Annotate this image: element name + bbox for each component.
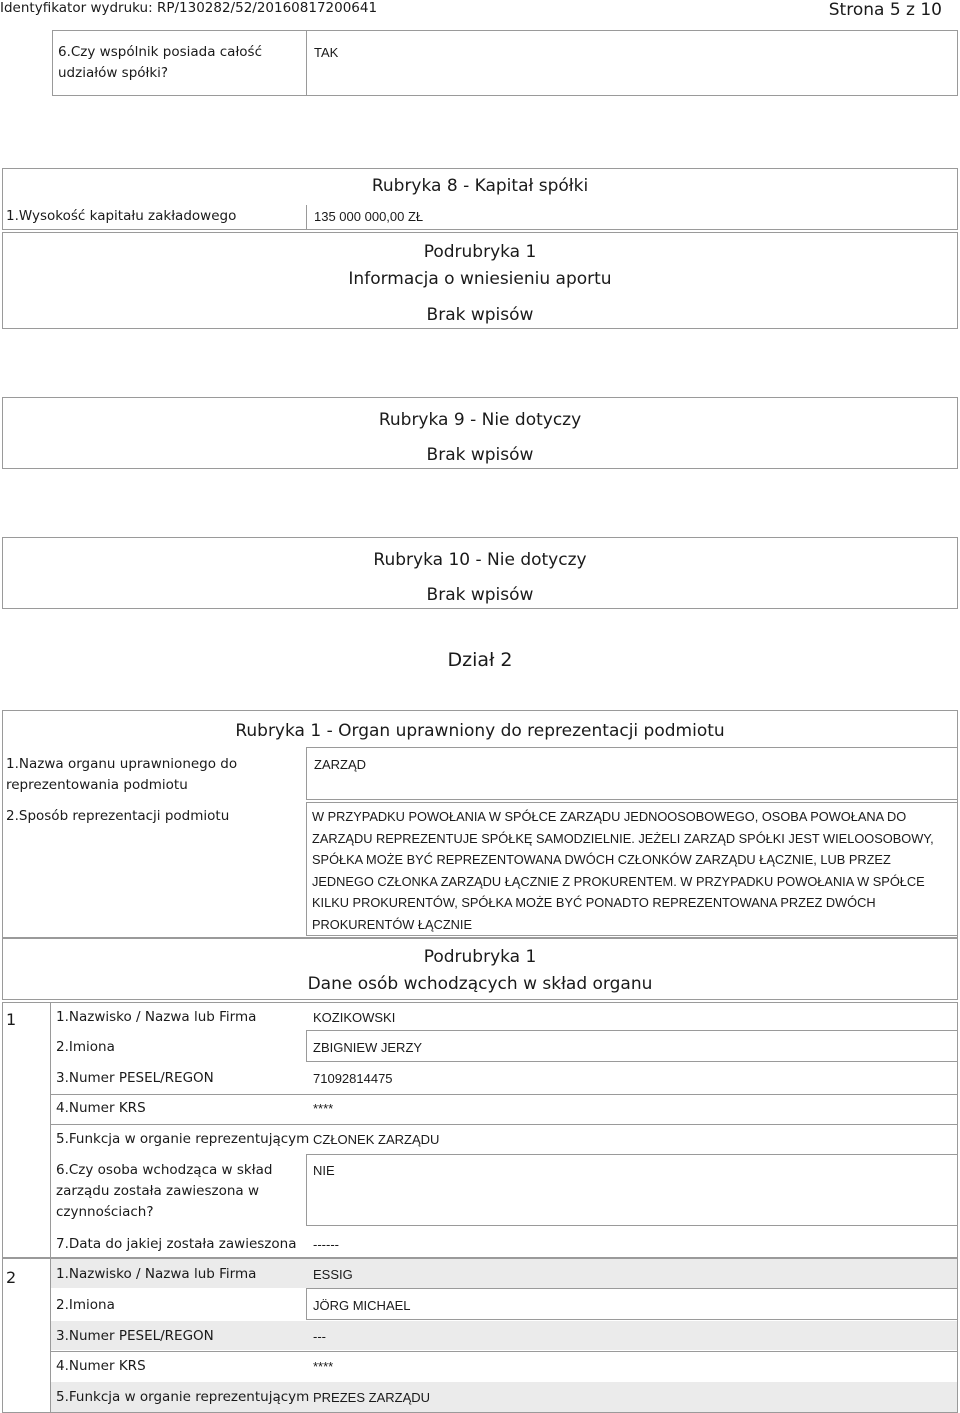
print-identifier: Identyfikator wydruku: RP/130282/52/20160817200641 — [0, 0, 378, 16]
person-2-krs: **** — [313, 1359, 334, 1374]
person-1-date-label: 7.Data do jakiej została zawieszona — [56, 1236, 297, 1252]
person-2-krs-label: 4.Numer KRS — [56, 1358, 146, 1374]
person-1-names: ZBIGNIEW JERZY — [313, 1040, 423, 1055]
rubryka8-sub-subtitle: Informacja o wniesieniu aportu — [348, 269, 612, 289]
partner-q6-value: TAK — [314, 45, 339, 60]
rubryka10-empty: Brak wpisów — [426, 585, 534, 605]
page-number: Strona 5 z 10 — [828, 0, 942, 20]
organ-value-box — [306, 747, 958, 800]
person-2-function-label: 5.Funkcja w organie reprezentującym — [56, 1389, 310, 1405]
partner-q6-label: 6.Czy wspólnik posiada całość udziałów spółki? — [58, 44, 263, 81]
person-1-surname-label: 1.Nazwisko / Nazwa lub Firma — [56, 1009, 257, 1025]
persons-sub-subtitle: Dane osób wchodzących w skład organu — [307, 974, 653, 994]
person-1-pesel-label: 3.Numer PESEL/REGON — [56, 1070, 214, 1086]
person-1-date: ------ — [313, 1237, 339, 1252]
person-2-pesel: --- — [313, 1329, 326, 1344]
person-1-krs-label: 4.Numer KRS — [56, 1100, 146, 1116]
organ-label: 1.Nazwa organu uprawnionego do reprezentowania podmiotu — [6, 756, 238, 793]
person-1-suspended-label: 6.Czy osoba wchodząca w skład zarządu została zawieszona w czynnościach? — [56, 1162, 273, 1220]
rubryka10-title: Rubryka 10 - Nie dotyczy — [373, 550, 587, 570]
person-1-pesel: 71092814475 — [313, 1071, 393, 1086]
capital-value: 135 000 000,00 ZŁ — [314, 209, 424, 224]
method-value: W PRZYPADKU POWOŁANIA W SPÓŁCE ZARZĄDU JEDNOOSOBOWEGO, OSOBA POWOŁANA DO ZARZĄDU REPREZENTUJE SPÓŁKĘ SAMODZIELNIE. JEŻELI ZARZĄD SPÓŁKI JEST WIELOOSOBOWY, SPÓŁKA MOŻE BYĆ REPREZENTOWANA DWÓCH CZŁONKÓW ZARZĄDU ŁĄCZNIE, LUB PRZEZ JEDNEGO CZŁONKA ZARZĄDU ŁĄCZNIE Z PROKURENTEM. W PRZYPADKU POWOŁANIA W SPÓŁCE KILKU PROKURENTÓW, SPÓŁKA MOŻE BYĆ PONADTO REPREZENTOWANA PRZEZ DWÓCH PROKURENTÓW ŁĄCZNIE — [312, 809, 934, 932]
organ-value: ZARZĄD — [314, 757, 366, 772]
person-1-krs: **** — [313, 1101, 334, 1116]
rubryka8-sub-empty: Brak wpisów — [426, 305, 534, 325]
person-2-surname: ESSIG — [313, 1267, 353, 1282]
person-1-function: CZŁONEK ZARZĄDU — [313, 1132, 440, 1147]
rubryka8-sub-title: Podrubryka 1 — [423, 242, 537, 262]
person-2-surname-label: 1.Nazwisko / Nazwa lub Firma — [56, 1266, 257, 1282]
persons-sub-title: Podrubryka 1 — [423, 947, 537, 967]
person-1-suspended: NIE — [313, 1163, 335, 1178]
rubryka8-title: Rubryka 8 - Kapitał spółki — [371, 176, 589, 196]
dzial2-rubryka1-title: Rubryka 1 - Organ uprawniony do reprezentacji podmiotu — [235, 721, 725, 741]
person-2-names: JÖRG MICHAEL — [313, 1298, 411, 1313]
rubryka9-title: Rubryka 9 - Nie dotyczy — [378, 410, 582, 430]
person-1-index: 1 — [6, 1010, 17, 1029]
rubryka9-empty: Brak wpisów — [426, 445, 534, 465]
method-label: 2.Sposób reprezentacji podmiotu — [6, 808, 230, 824]
capital-label: 1.Wysokość kapitału zakładowego — [6, 208, 237, 224]
person-2-names-label: 2.Imiona — [56, 1297, 115, 1313]
person-1-function-label: 5.Funkcja w organie reprezentującym — [56, 1131, 310, 1147]
dzial-title: Dział 2 — [447, 649, 513, 671]
person-1-names-label: 2.Imiona — [56, 1039, 115, 1055]
person-1-surname: KOZIKOWSKI — [313, 1010, 396, 1025]
person-2-pesel-label: 3.Numer PESEL/REGON — [56, 1328, 214, 1344]
person-2-function: PREZES ZARZĄDU — [313, 1390, 431, 1405]
person-2-index: 2 — [6, 1268, 17, 1287]
person-1-suspended-box — [306, 1154, 958, 1226]
